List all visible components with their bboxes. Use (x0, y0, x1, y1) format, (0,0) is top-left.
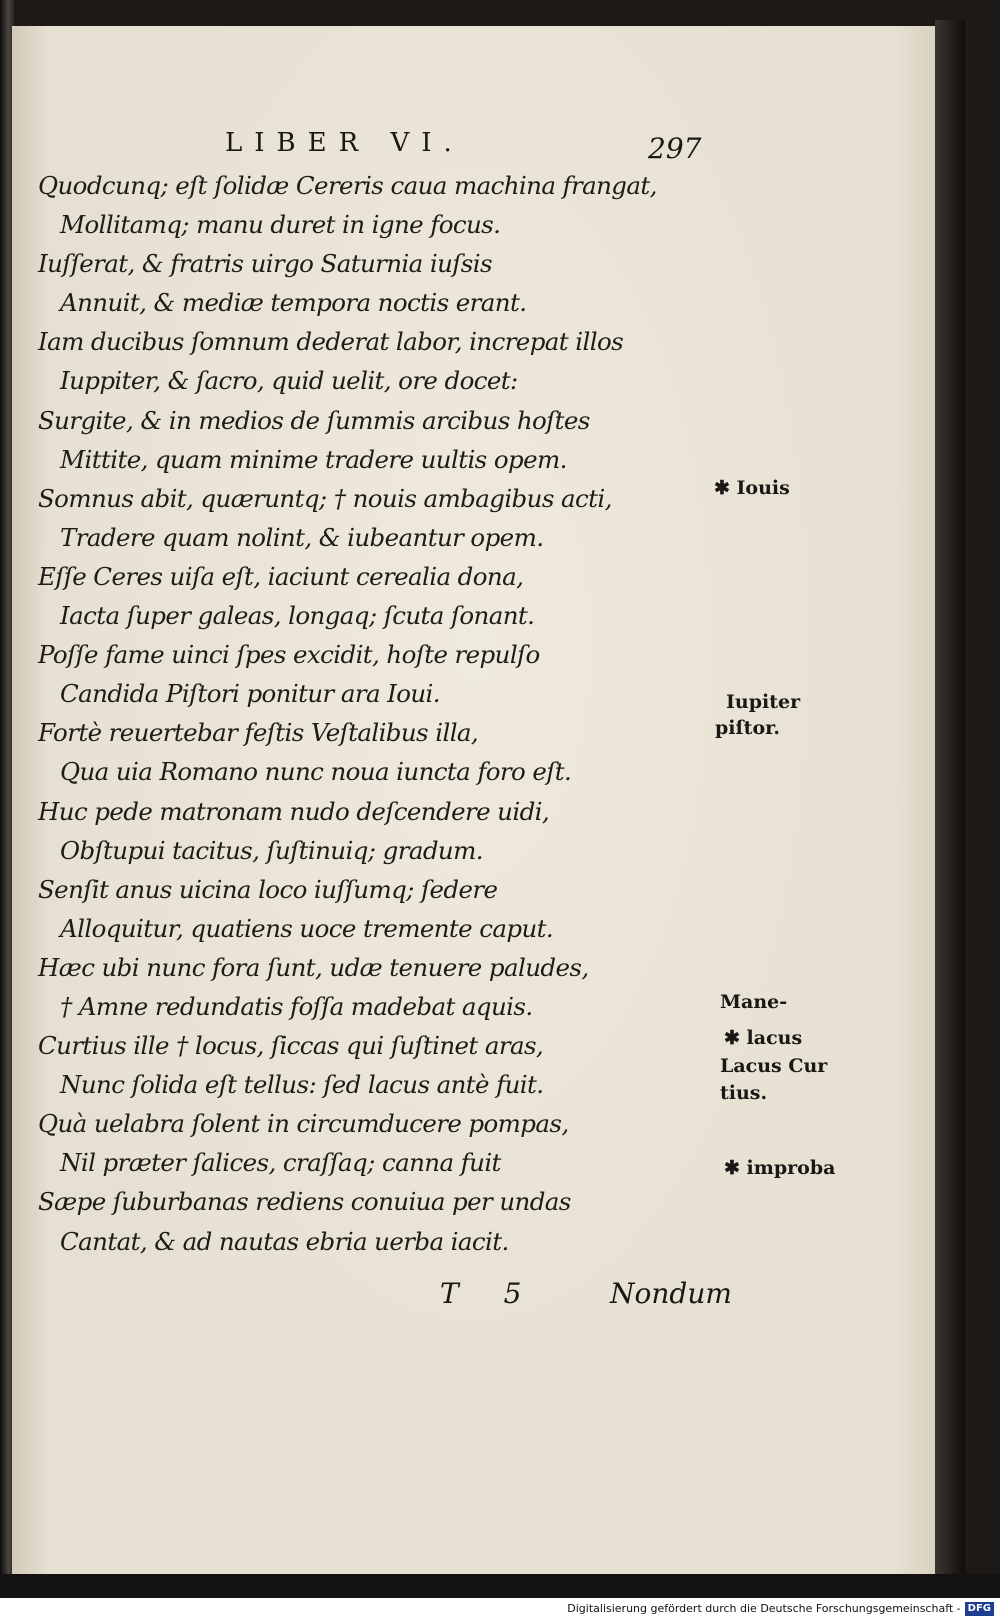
verse-line: Mittite, quam minime tradere uultis opem. (60, 444, 567, 474)
verse-line: Eſſe Ceres uiſa eſt, iaciunt cerealia dona, (38, 561, 524, 591)
margin-note-tius: tius. (720, 1082, 768, 1104)
verse-line: Iuppiter, & ſacro, quid uelit, ore docet: (60, 366, 518, 396)
verse-line: Curtius ille † locus, ſiccas qui ſuſtinet aras, (38, 1031, 544, 1061)
verse-line: † Amne redundatis foſſa madebat aquis. (60, 991, 533, 1021)
verse-line: Nil præter ſalices, craſſaq; canna fuit (60, 1148, 501, 1178)
verse-line: Senſit anus uicina loco iuſſumq; ſedere (38, 874, 498, 904)
margin-note-iouis: ✱ Iouis (714, 477, 790, 499)
verse-line: Somnus abit, quæruntq; † nouis ambagibus acti, (38, 483, 612, 513)
margin-note-lacus-curtius: Lacus Cur (720, 1055, 828, 1077)
verse-line: Fortè reuertebar feſtis Veſtalibus illa, (38, 718, 479, 748)
verse-line: Mollitamq; manu duret in igne focus. (60, 210, 501, 240)
verse-line: Iacta ſuper galeas, longaq; ſcuta ſonant. (60, 601, 535, 631)
margin-note-iupiter: Iupiter (726, 691, 801, 713)
signature-mark: T 5 (440, 1277, 540, 1310)
verse-line: Quà uelabra ſolent in circumducere pompas, (38, 1109, 569, 1139)
dfg-logo: DFG (965, 1602, 994, 1616)
verse-line: Huc pede matronam nudo deſcendere uidi, (38, 796, 550, 826)
catchword: Nondum (610, 1277, 732, 1310)
verse-text (38, 166, 678, 1261)
verse-line: Cantat, & ad nautas ebria uerba iacit. (60, 1226, 509, 1256)
running-head: LIBER VI. (225, 128, 464, 158)
verse-line: Iuſſerat, & fratris uirgo Saturnia iuſsis (38, 249, 492, 279)
verse-line: Sæpe ſuburbanas rediens conuiua per undas (38, 1187, 571, 1217)
verse-line: Nunc ſolida eſt tellus: ſed lacus antè fuit. (60, 1070, 544, 1100)
margin-note-lacus: ✱ lacus (724, 1027, 803, 1049)
verse-line: Surgite, & in medios de ſummis arcibus hoſtes (38, 405, 590, 435)
margin-note-pistor: piſtor. (715, 717, 781, 739)
verse-line: Tradere quam nolint, & iubeantur opem. (60, 522, 544, 552)
verse-line: Annuit, & mediæ tempora noctis erant. (60, 288, 527, 318)
footer-credit: Digitalisierung gefördert durch die Deutsche Forschungsgemeinschaft - (567, 1602, 961, 1615)
verse-line: Qua uia Romano nunc noua iuncta foro eſt. (60, 757, 572, 787)
margin-note-mane: Mane- (720, 991, 788, 1013)
page-number: 297 (648, 132, 702, 165)
verse-line: Quodcunq; eſt ſolidæ Cereris caua machina frangat, (38, 171, 657, 200)
verse-line: Hæc ubi nunc fora ſunt, udæ tenuere paludes, (38, 952, 589, 982)
bottom-edge-shadow (0, 1574, 1000, 1598)
verse-line: Poſſe fame uinci ſpes excidit, hoſte repulſo (38, 640, 540, 670)
verse-line: Candida Piſtori ponitur ara Ioui. (60, 679, 440, 709)
verse-line: Obſtupui tacitus, ſuſtinuiq; gradum. (60, 835, 483, 865)
verse-line: Iam ducibus ſomnum dederat labor, increpat illos (38, 327, 624, 357)
page-edge-shadow (935, 20, 965, 1580)
verse-line: Alloquitur, quatiens uoce tremente caput. (60, 913, 554, 943)
margin-note-improba: ✱ improba (724, 1157, 836, 1179)
digitization-footer (0, 1598, 1000, 1620)
